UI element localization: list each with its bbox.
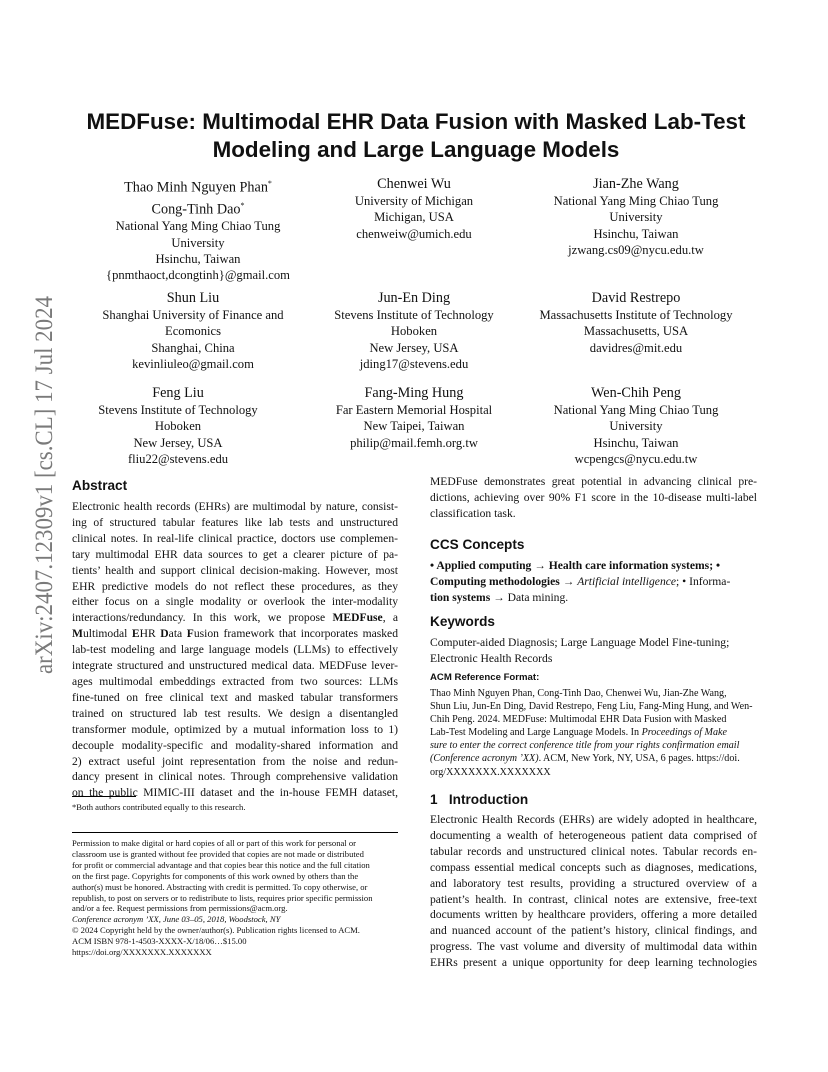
introduction-line: patient’s health. In contrast, clinical notes are extensive, free-text [430, 892, 757, 906]
author-email: wcpengcs@nycu.edu.tw [574, 451, 698, 466]
author-block-hung [299, 384, 529, 451]
author-location: Shanghai, China [151, 340, 235, 355]
author-block-phan-dao [83, 175, 313, 284]
ccs-concepts-section [430, 536, 757, 606]
author-affiliation: National Yang Ming Chiao Tung [115, 219, 281, 234]
author-location: Michigan, USA [374, 210, 454, 225]
ccs-line-3: tion systems → Data mining. [430, 590, 569, 604]
permission-line: classroom use is granted without fee provided that copies are not made or distributed [72, 848, 364, 859]
author-name: Fang-Ming Hung [364, 385, 464, 401]
abstract-line: trained on structured lab test results. We design a disentangled [72, 706, 398, 720]
footnote-divider [72, 796, 136, 797]
abstract-line: integrate structured and unstructured medical data. MEDFuse lever- [72, 659, 398, 673]
paper-title [74, 108, 758, 164]
author-email: kevinliuleo@gmail.com [132, 356, 254, 371]
abstract-line: Electronic health records (EHRs) are multimodal by nature, consist- [72, 500, 398, 513]
author-affiliation: University of Michigan [354, 194, 474, 208]
author-affiliation: Stevens Institute of Technology [334, 308, 494, 322]
introduction-line: and laboratory test results, providing a structured overview of a [430, 876, 757, 890]
author-location: Hsinchu, Taiwan [593, 226, 679, 241]
author-affiliation: Stevens Institute of Technology [98, 403, 258, 417]
author-name: Chenwei Wu [377, 176, 451, 192]
abstract-line: dictions, achieving over 90% F1 score in the 10-disease multi-label [430, 490, 757, 504]
author-name: David Restrepo [591, 290, 681, 306]
keywords-section [430, 613, 757, 667]
author-email: davidres@mit.edu [589, 340, 683, 355]
author-location: Hsinchu, Taiwan [593, 435, 679, 450]
author-affiliation: University [609, 210, 663, 225]
abstract-line: fine-tuned on free clinical text and masked tabular transformers [72, 690, 398, 704]
introduction-line: Electronic Health Records (EHRs) are widely adopted in healthcare, [430, 813, 757, 826]
author-affiliation: National Yang Ming Chiao Tung [553, 403, 719, 417]
author-affiliation: University [171, 235, 225, 250]
keywords-heading: Keywords [430, 614, 495, 629]
copyright-line: © 2024 Copyright held by the owner/author(s). Publication rights licensed to ACM. [72, 925, 360, 936]
author-location: Hoboken [390, 324, 438, 339]
author-name: Shun Liu [166, 290, 220, 306]
author-email: fliu22@stevens.edu [127, 451, 229, 466]
permission-line: republish, to post on servers or to redistribute to lists, requires prior specific permission [72, 892, 373, 903]
author-name: Wen-Chih Peng [591, 385, 681, 401]
permission-notice [72, 838, 398, 958]
introduction-line: EHRs present a unique opportunity for deep learning technologies [430, 956, 757, 970]
author-affiliation: Massachusetts Institute of Technology [539, 308, 733, 322]
permission-divider [72, 832, 398, 833]
abstract-line: transformer module, optimized by a mutual information loss to 1) [72, 722, 398, 736]
author-affiliation: Ecomonics [165, 324, 221, 339]
abstract-line: either focus on a single modality or overlook the inter-modality [72, 595, 398, 609]
ccs-line-1: • Applied computing → Health care information systems; • [430, 559, 721, 572]
ccs-heading: CCS Concepts [430, 537, 525, 552]
author-name: Cong-Tinh Dao* [151, 200, 245, 218]
arxiv-identifier-stamp [22, 261, 58, 676]
abstract-line: EHR predictive models do not reflect these procedures, as they [72, 579, 398, 593]
introduction-line: documents written by healthcare providers, offering a more detailed [430, 908, 757, 922]
introduction-line: tabular records and unstructured clinical notes. Tabular records en- [430, 844, 757, 858]
abstract-line: clinical notes. In real-life clinical practice, doctors use complemen- [72, 531, 398, 545]
acm-ref-line: (Conference acronym ’XX). ACM, New York, NY, USA, 6 pages. https://doi. [430, 753, 740, 765]
author-affiliation: University [609, 419, 663, 434]
abstract-continuation [430, 474, 757, 522]
acm-ref-line: Chih Peng. 2024. MEDFuse: Multimodal EHR Data Fusion with Masked [430, 714, 727, 726]
abstract-line: MEDFuse demonstrates great potential in advancing clinical pre- [430, 475, 757, 488]
acm-ref-line: Shun Liu, Jun-En Ding, David Restrepo, Feng Liu, Fang-Ming Hung, and Wen- [430, 701, 753, 713]
equal-contribution-footnote: *Both authors contributed equally to this research. [72, 802, 246, 812]
introduction-line: documenting a wealth of heterogeneous patient data comprised of [430, 828, 757, 842]
introduction-section [430, 791, 757, 971]
author-email: jzwang.cs09@nycu.edu.tw [568, 242, 704, 257]
author-email: {pnmthaoct,dcongtinh}@gmail.com [106, 268, 290, 283]
permission-line: author(s) must be honored. Abstracting with credit is permitted. To copy otherwise, or [72, 881, 368, 892]
abstract-line: tients’ health and support clinical decision-making. However, most [72, 563, 398, 577]
author-name: Feng Liu [152, 385, 204, 401]
abstract-line: ing of structured tabular features like lab tests and unstructured [72, 515, 398, 529]
author-affiliation: National Yang Ming Chiao Tung [553, 194, 719, 208]
keywords-line-2: Electronic Health Records [430, 651, 553, 665]
title-line-1: MEDFuse: Multimodal EHR Data Fusion with Masked Lab-Test [86, 109, 746, 134]
author-block-restrepo [516, 289, 756, 356]
author-location: Hoboken [154, 419, 202, 434]
author-location: Hsinchu, Taiwan [155, 252, 241, 267]
abstract-line: on the public MIMIC-III dataset and the in-house FEMH dataset, [72, 786, 398, 800]
acm-ref-line: org/XXXXXXX.XXXXXXX [430, 766, 551, 778]
title-line-2: Modeling and Large Language Models [212, 137, 620, 162]
author-location: Massachusetts, USA [583, 324, 689, 339]
author-email: philip@mail.femh.org.tw [350, 435, 478, 450]
abstract-line: decouple modality-specific and modality-shared information and [72, 738, 398, 752]
keywords-line-1: Computer-aided Diagnosis; Large Language Model Fine-tuning; [430, 636, 730, 649]
introduction-heading: 1 Introduction [430, 792, 529, 807]
abstract-line: lab-test modeling and large language models (LLMs) to effectively [72, 643, 398, 657]
author-block-liu-feng [63, 384, 293, 467]
author-block-liu-shun [71, 289, 315, 372]
author-affiliation: Shanghai University of Finance and [102, 308, 284, 322]
acm-ref-line: Lab-Test Modeling and Large Language Models. In Proceedings of Make [430, 727, 727, 739]
permission-line: on the first page. Copyrights for components of this work owned by others than the [72, 870, 359, 881]
abstract-line: dancy present in clinical notes. Through comprehensive validation [72, 770, 398, 784]
permission-line: Permission to make digital or hard copies of all or part of this work for personal or [72, 838, 357, 848]
abstract-line: Multimodal EHR Data Fusion framework that incorporates masked [72, 627, 398, 641]
author-location: New Jersey, USA [133, 435, 223, 450]
author-name: Jun-En Ding [377, 290, 451, 306]
doi-link[interactable]: https://doi.org/XXXXXXX.XXXXXXX [72, 947, 212, 958]
conference-info: Conference acronym ’XX, June 03–05, 2018, Woodstock, NY [72, 914, 281, 925]
author-location: New Taipei, Taiwan [363, 419, 465, 434]
abstract-body [72, 499, 398, 801]
introduction-line: progress. The vast volume and diversity of multimodal data within [430, 940, 757, 954]
permission-line: and/or a fee. Request permissions from permissions@acm.org. [72, 903, 288, 914]
author-block-wu [299, 175, 529, 242]
abstract-section [72, 477, 398, 801]
abstract-line: interactions/redundancy. In this work, we propose MEDFuse, a [72, 611, 398, 625]
acm-reference-section [430, 671, 757, 779]
author-block-ding [299, 289, 529, 372]
abstract-line: tary multimodal EHR data sources to get a clearer picture of pa- [72, 547, 398, 561]
acm-ref-line: sure to enter the correct conference title from your rights confirmation email [430, 740, 740, 752]
author-block-wang [521, 175, 751, 258]
abstract-line: ages multimodal embeddings extracted from two sources: LLMs [72, 674, 398, 688]
acm-reference-heading: ACM Reference Format: [430, 672, 540, 683]
author-email: chenweiw@umich.edu [356, 226, 472, 241]
author-location: New Jersey, USA [369, 340, 459, 355]
introduction-body [430, 812, 757, 971]
abstract-line: 2) extract useful joint representation from the noise and redun- [72, 754, 398, 768]
arxiv-id-text: arXiv:2407.12309v1 [cs.CL] 17 Jul 2024 [31, 261, 58, 674]
author-name: Jian-Zhe Wang [593, 176, 679, 192]
author-block-peng [521, 384, 751, 467]
abstract-line: classification task. [430, 506, 516, 520]
introduction-line: and nuanced account of the patient’s history, clinical findings, and [430, 924, 757, 938]
introduction-line: compass essential medical concepts such as diagnoses, medications, [430, 860, 757, 874]
isbn-line: ACM ISBN 978-1-4503-XXXX-X/18/06…$15.00 [72, 936, 247, 947]
author-name: Thao Minh Nguyen Phan* [124, 179, 272, 196]
acm-ref-line: Thao Minh Nguyen Phan, Cong-Tinh Dao, Chenwei Wu, Jian-Zhe Wang, [430, 688, 727, 699]
author-affiliation: Far Eastern Memorial Hospital [335, 403, 493, 417]
abstract-heading: Abstract [72, 478, 128, 493]
author-email: jding17@stevens.edu [359, 356, 469, 371]
ccs-line-2: Computing methodologies → Artificial intelligence; • Informa- [430, 574, 731, 588]
permission-line: for profit or commercial advantage and that copies bear this notice and the full citation [72, 859, 370, 870]
